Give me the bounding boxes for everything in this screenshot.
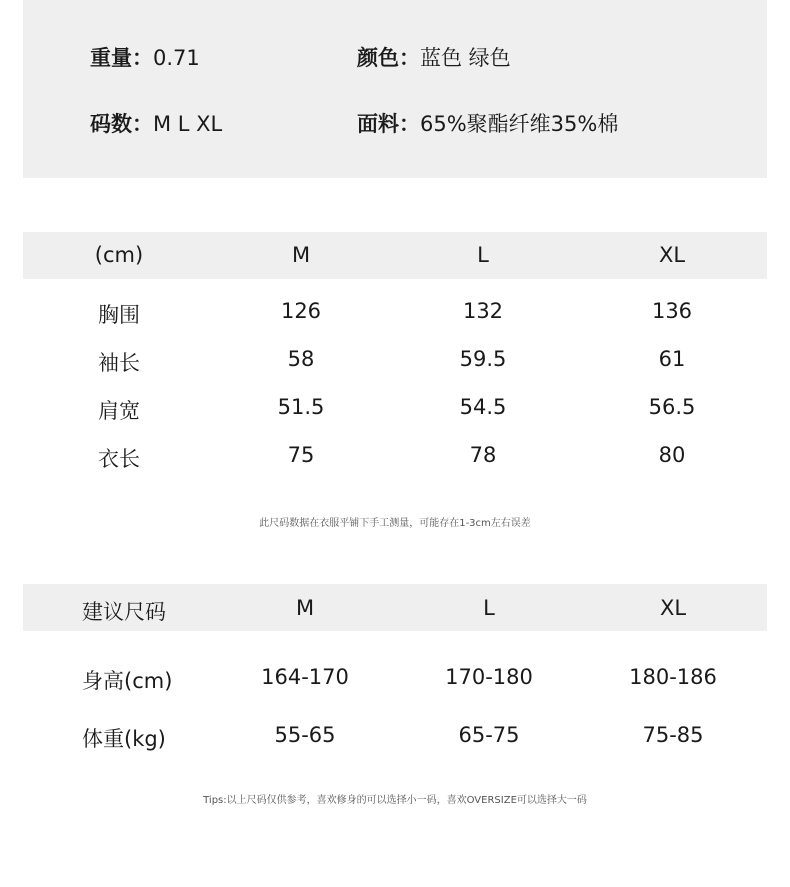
size-tip: Tips:以上尺码仅供参考，喜欢修身的可以选择小一码，喜欢OVERSIZE可以选择大一码 bbox=[203, 795, 587, 806]
recommend-row-label: 体重(kg) bbox=[82, 727, 166, 751]
measure-cell: 75 bbox=[287, 443, 315, 467]
measure-row-label: 衣长 bbox=[98, 447, 140, 471]
fabric-spec bbox=[357, 108, 618, 138]
weight-label: 重量： bbox=[90, 46, 153, 70]
recommend-row-label: 身高(cm) bbox=[82, 669, 173, 693]
recommend-header-label: 建议尺码 bbox=[82, 600, 166, 624]
fabric-label: 面料： bbox=[357, 112, 420, 136]
measure-cell: 59.5 bbox=[459, 347, 507, 371]
measure-row-label: 袖长 bbox=[98, 351, 140, 375]
recommend-cell: 170-180 bbox=[445, 665, 533, 689]
sizes-value: M L XL bbox=[153, 112, 223, 136]
measure-cell: 51.5 bbox=[277, 395, 325, 419]
measure-cell: 58 bbox=[287, 347, 315, 371]
recommend-cell: 65-75 bbox=[458, 723, 520, 747]
weight-spec bbox=[90, 42, 200, 72]
measure-cell: 56.5 bbox=[648, 395, 696, 419]
recommend-cell: 55-65 bbox=[274, 723, 336, 747]
measure-header-unit: (cm) bbox=[94, 243, 144, 267]
measure-header-xl: XL bbox=[658, 243, 686, 267]
measure-header-m: M bbox=[291, 243, 311, 267]
recommend-header-l: L bbox=[483, 596, 495, 620]
color-label: 颜色： bbox=[357, 46, 420, 70]
measure-cell: 54.5 bbox=[459, 395, 507, 419]
measure-row-label: 胸围 bbox=[98, 303, 140, 327]
recommend-header-xl: XL bbox=[659, 596, 687, 620]
recommend-cell: 75-85 bbox=[642, 723, 704, 747]
measure-cell: 61 bbox=[658, 347, 686, 371]
sizes-spec bbox=[90, 108, 222, 138]
measure-cell: 126 bbox=[280, 299, 322, 323]
fabric-value: 65%聚酯纤维35%棉 bbox=[420, 112, 619, 136]
measure-cell: 78 bbox=[469, 443, 497, 467]
measure-cell: 132 bbox=[462, 299, 504, 323]
weight-value: 0.71 bbox=[153, 46, 200, 70]
spec-panel bbox=[23, 0, 767, 178]
color-spec bbox=[357, 42, 511, 72]
measure-row-label: 肩宽 bbox=[98, 399, 140, 423]
measure-note: 此尺码数据在衣服平铺下手工测量，可能存在1-3cm左右误差 bbox=[259, 518, 531, 529]
recommend-cell: 180-186 bbox=[629, 665, 717, 689]
recommend-header-m: M bbox=[295, 596, 315, 620]
color-value: 蓝色 绿色 bbox=[420, 46, 511, 70]
sizes-label: 码数： bbox=[90, 112, 153, 136]
recommend-cell: 164-170 bbox=[261, 665, 349, 689]
measure-cell: 80 bbox=[658, 443, 686, 467]
measure-cell: 136 bbox=[651, 299, 693, 323]
measure-header-l: L bbox=[477, 243, 489, 267]
